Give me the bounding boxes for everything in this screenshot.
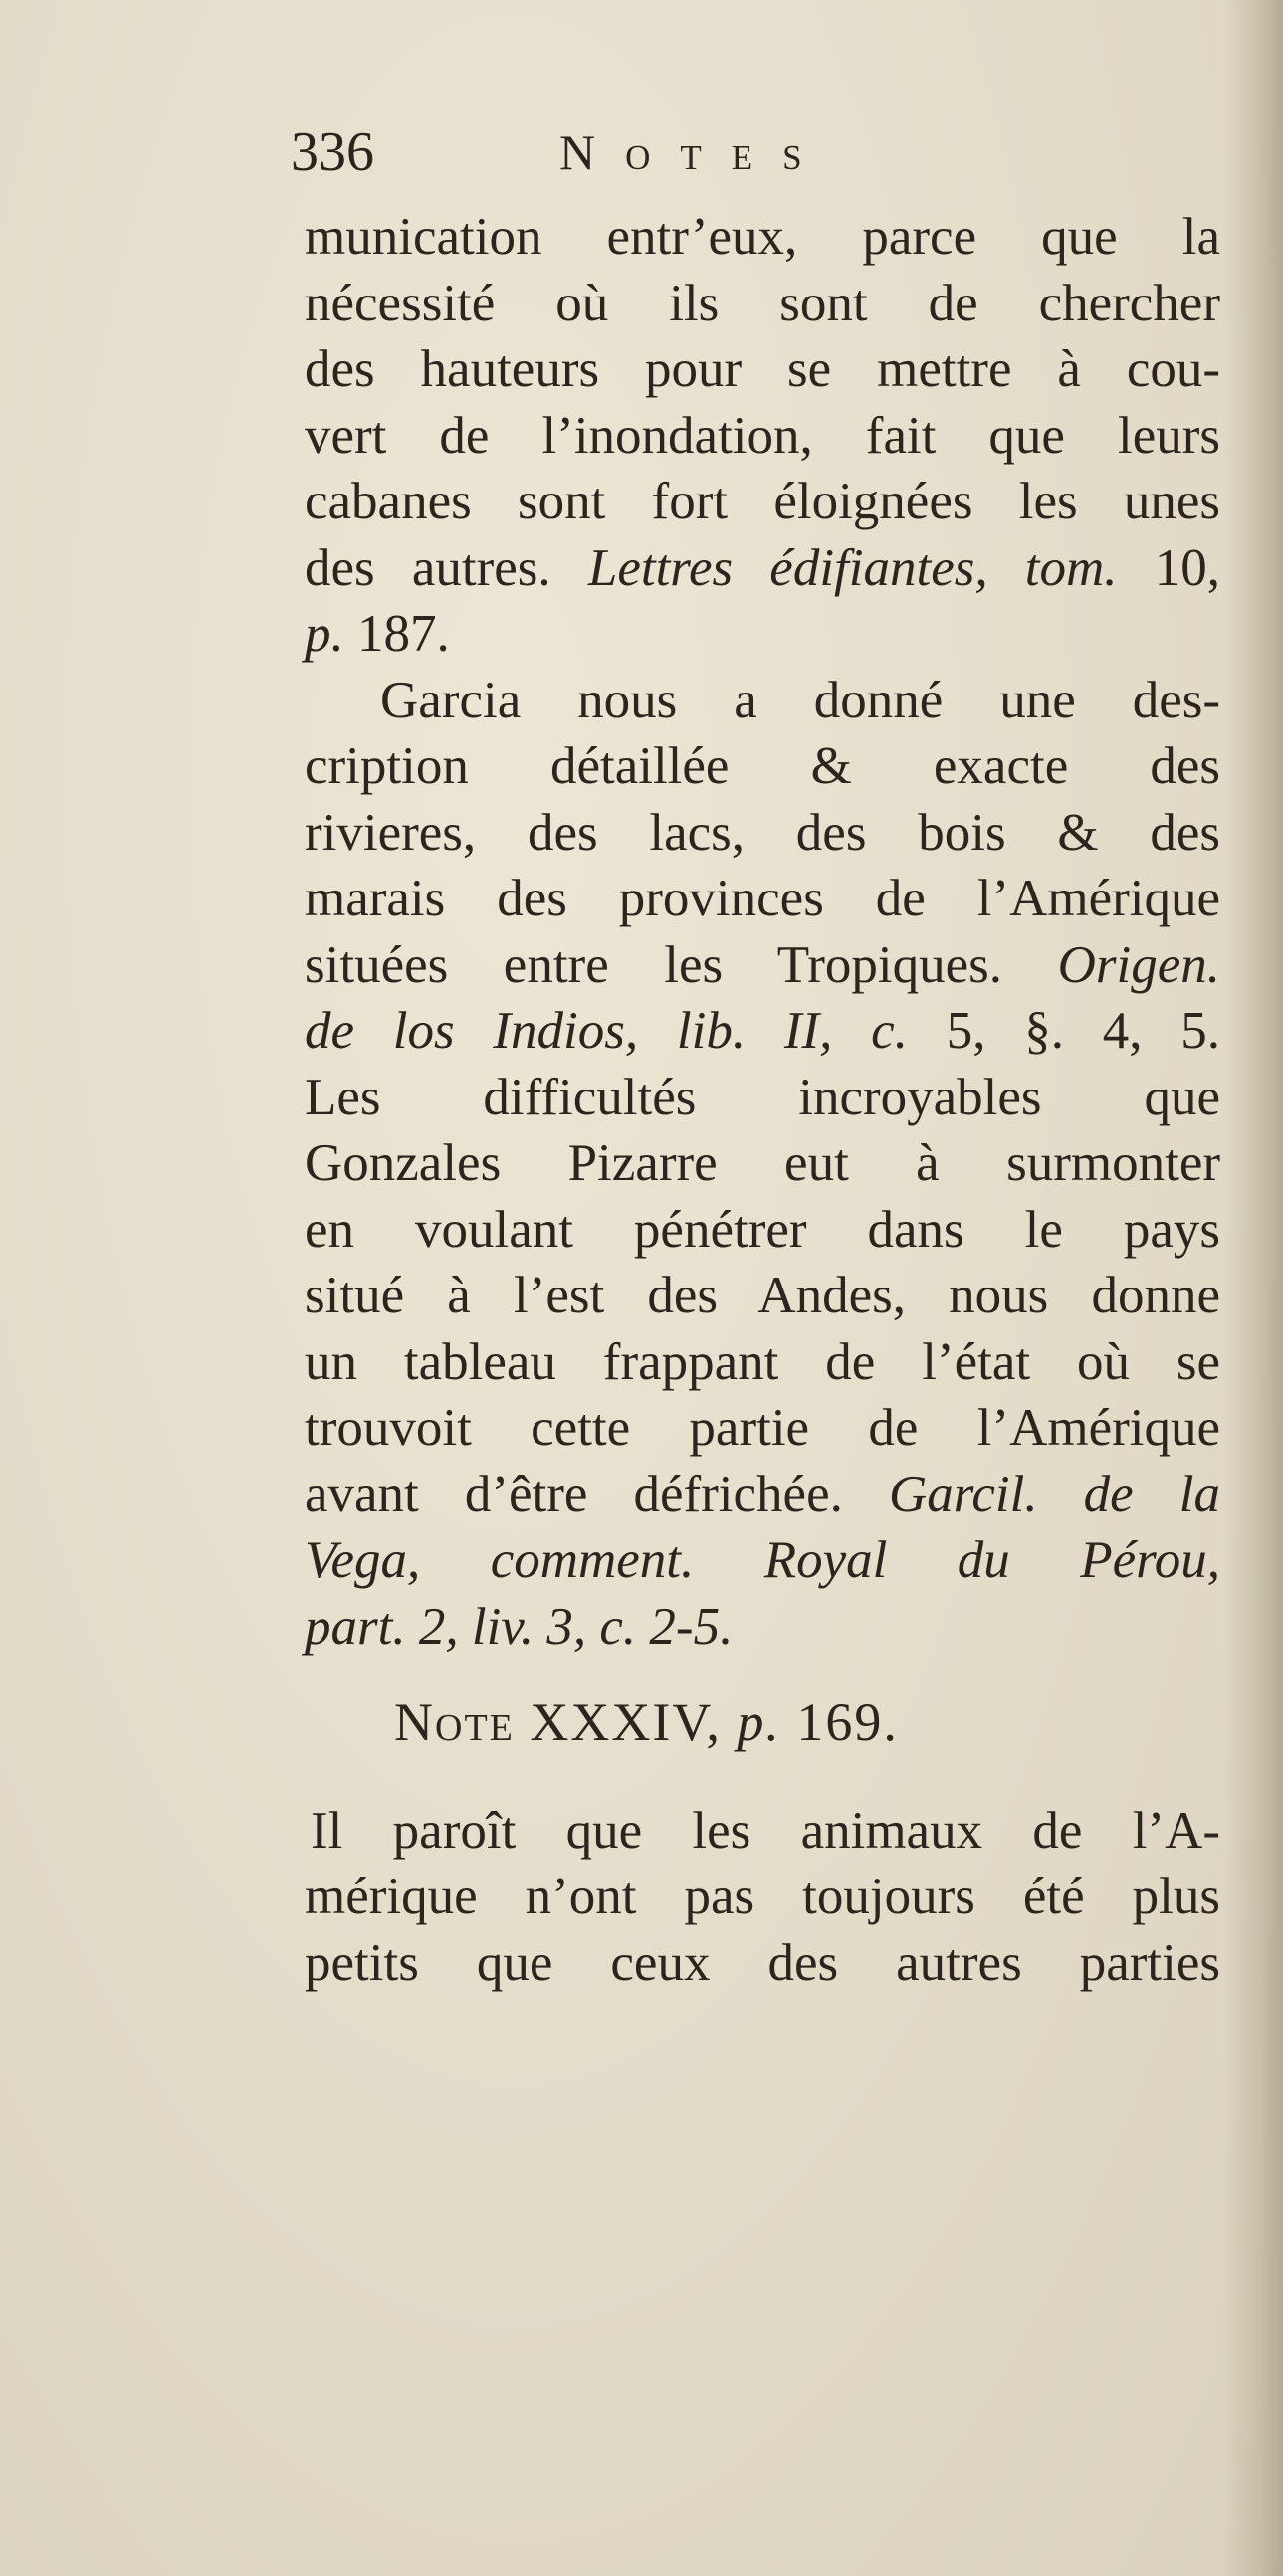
page-ref-prefix: p. (737, 1692, 797, 1752)
text-fragment: 5, §. 4, 5. (946, 1002, 1221, 1060)
text-fragment: avant d’être défrichée. (305, 1465, 889, 1523)
text-line: cabanes sont fort éloignées les unes (305, 473, 1220, 530)
text-line: situé à l’est des Andes, nous donne (305, 1267, 1220, 1324)
text-fragment: situées entre les Tropiques. (305, 935, 1058, 994)
citation: Vega, comment. Royal du Pérou, (305, 1531, 1220, 1589)
text-line: nécessité où ils sont de chercher (305, 274, 1220, 332)
text-line: marais des provinces de l’Amérique (305, 870, 1220, 927)
text-line: Les difficultés incroyables que (305, 1068, 1220, 1126)
page-header (291, 117, 987, 187)
text-line: trouvoit cette partie de l’Amérique (305, 1399, 1220, 1457)
text-line: un tableau frappant de l’état où se (305, 1332, 1220, 1391)
text-line (305, 1594, 1220, 1661)
text-line (305, 932, 1220, 999)
text-fragment: 10, (1154, 538, 1220, 597)
text-line: des hauteurs pour se mettre à cou- (305, 340, 1220, 398)
page-number: 336 (291, 121, 374, 183)
body-text (305, 204, 1220, 1996)
text-line (305, 601, 1220, 668)
text-line: munication entr’eux, parce que la (305, 208, 1220, 266)
text-fragment: des autres. (305, 538, 588, 597)
text-line (305, 535, 1220, 602)
citation: de los Indios, lib. II, c. (305, 1002, 947, 1060)
note-heading (305, 1689, 1220, 1756)
page-ref-number: 169. (796, 1692, 899, 1752)
text-fragment: 187. (357, 605, 450, 663)
text-line: en voulant pénétrer dans le pays (305, 1200, 1220, 1259)
text-line (305, 1527, 1220, 1594)
citation: p. (305, 605, 357, 663)
citation: Lettres édifiantes, tom. (587, 538, 1155, 597)
text-line: Garcia nous a donné une des- (380, 671, 1220, 729)
citation: Garcil. de la (888, 1465, 1220, 1523)
text-line: cription détaillée & exacte des (305, 737, 1220, 795)
running-head: Notes (559, 124, 832, 180)
citation: part. 2, liv. 3, c. 2-5. (305, 1597, 734, 1656)
citation: Origen. (1057, 935, 1220, 994)
text-line (305, 1462, 1220, 1528)
text-line: Gonzales Pizarre eut à surmonter (305, 1134, 1220, 1192)
text-line: vert de l’inondation, fait que leurs (305, 406, 1220, 465)
text-line: petits que ceux des autres parties (305, 1933, 1220, 1992)
text-line (305, 998, 1220, 1065)
text-line: rivieres, des lacs, des bois & des (305, 803, 1220, 862)
binding-shadow (1223, 0, 1283, 2576)
note-label: Note XXXIV, (394, 1692, 738, 1752)
text-line: Il paroît que les animaux de l’A- (311, 1801, 1220, 1860)
text-line: mérique n’ont pas toujours été plus (305, 1868, 1220, 1925)
